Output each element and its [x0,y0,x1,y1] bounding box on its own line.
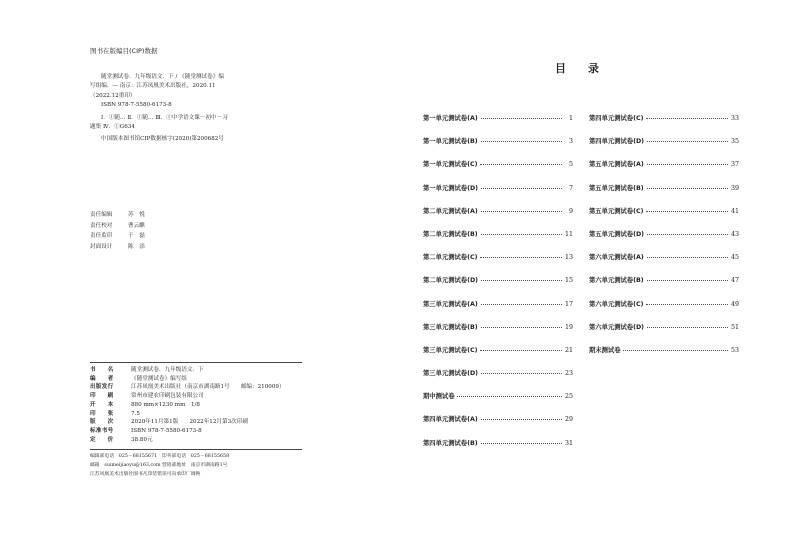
toc-entry [423,252,573,275]
toc-entry-page: 17 [564,300,573,308]
toc-entry-page: 43 [730,230,739,238]
cip-class-line: Ⅰ．①随… Ⅱ．①随… Ⅲ．①中学语文课－初中－习 [101,114,228,121]
toc-leader-dots [647,257,728,258]
toc-entry-label: 期末测试卷 [589,346,621,354]
toc-leader-dots [481,188,562,189]
toc-entry [423,299,573,322]
toc-entry-page: 53 [730,346,739,354]
info-row: 开 本 880 mm×1230 mm 1/8 [90,401,200,408]
toc-entry [423,345,573,368]
toc-entry-label: 第六单元测试卷(A) [589,254,644,262]
cip-class-line: 题集 Ⅳ．①G634 [90,124,135,131]
toc-entry-page: 51 [730,323,739,331]
toc-leader-dots [481,211,562,212]
toc-entry-page: 21 [564,346,573,354]
info-row: 书 名 随堂测试卷．九年级语文．下 [90,367,204,373]
cip-line: 随堂测试卷．九年级语文．下 / 《随堂测试卷》编 [101,74,224,80]
toc-column-2 [589,113,739,368]
toc-entry-label: 第四单元测试卷(C) [589,115,644,122]
info-row: 印 刷 常州市建农印刷包装有限公司 [90,393,204,400]
toc-column-1 [423,113,573,461]
info-row: 出版发行 江苏凤凰美术出版社（南京市湖南路1号 邮编：210009） [90,384,285,391]
toc-entry [589,275,739,298]
toc-entry [589,206,739,229]
toc-leader-dots [481,373,562,374]
toc-entry [589,229,739,252]
toc-leader-dots [647,234,728,235]
print-notice: 江苏凤凰美术出版社图书凡印装错误可向承印厂调换 [90,472,201,477]
divider [90,449,302,450]
toc-entry [423,438,573,461]
toc-entry [589,299,739,322]
toc-entry [589,113,739,136]
divider [90,362,302,363]
toc-leader-dots [480,164,562,165]
contact-info [90,452,229,479]
toc-entry-page: 5 [568,161,573,169]
toc-entry [589,159,739,182]
toc-entry-page: 39 [730,184,739,192]
staff-row: 责任编辑 苏 悦 [90,212,145,218]
toc-entry [423,113,573,136]
publication-info [90,366,285,444]
info-row: 版 次 2020年11月第1版 2022年12月第3次印刷 [90,419,248,426]
toc-leader-dots [647,280,728,281]
toc-leader-dots [481,419,562,420]
print-phone: 印务部电话 025－68155658 [162,454,230,459]
toc-entry-page: 13 [564,254,573,262]
toc-leader-dots [623,350,728,351]
staff-row: 责任监印 于 磊 [90,233,145,240]
toc-entry [423,368,573,391]
toc-entry [589,322,739,345]
toc-entry-page: 35 [730,138,739,146]
toc-entry [423,391,573,414]
toc-entry [589,183,739,206]
toc-entry-page: 23 [564,370,573,378]
toc-entry-page: 11 [564,230,573,238]
toc-entry-page: 25 [564,393,573,401]
info-row: 定 价 38.80元 [90,436,153,443]
toc-leader-dots [481,304,562,305]
toc-entry-label: 第一单元测试卷(A) [423,115,478,122]
toc-leader-dots [646,211,728,212]
toc-leader-dots [480,350,562,351]
toc-entry-label: 第五单元测试卷(D) [589,230,645,238]
toc-entry-label: 第六单元测试卷(C) [589,300,644,308]
toc-entry-page: 3 [568,138,573,146]
staff-row: 封面设计 陈 添 [90,243,145,250]
toc-entry [423,136,573,159]
toc-entry-label: 第三单元测试卷(D) [423,370,479,378]
toc-leader-dots [481,280,562,281]
info-row: 标准书号 ISBN 978-7-5580-6173-8 [90,427,202,434]
toc-entry-page: 31 [564,439,573,447]
toc-leader-dots [481,234,562,235]
toc-entry-label: 第一单元测试卷(C) [423,161,478,169]
toc-entry-label: 第六单元测试卷(D) [589,323,645,331]
toc-leader-dots [481,327,562,328]
toc-entry-page: 37 [730,161,739,169]
staff-list [90,210,145,252]
toc-entry [423,229,573,252]
info-row: 印 张 7.5 [90,410,140,417]
toc-entry-label: 第二单元测试卷(B) [423,230,478,238]
staff-row: 责任校对 曹云麒 [90,222,145,229]
toc-entry-label: 第三单元测试卷(B) [423,323,478,331]
toc-entry-page: 45 [730,254,739,262]
cip-line: 写组编．— 南京：江苏凤凰美术出版社，2020.11 [90,83,216,90]
cip-title: 图书在版编目(CIP)数据 [90,47,158,55]
toc-entry-label: 第四单元测试卷(D) [589,138,645,146]
toc-entry-label: 第二单元测试卷(C) [423,254,478,262]
toc-entry-label: 第六单元测试卷(B) [589,277,644,285]
toc-entry-label: 第一单元测试卷(D) [423,184,479,192]
toc-entry-label: 第五单元测试卷(C) [589,207,644,215]
cip-line: （2022.12重印） [90,92,136,99]
toc-entry-label: 第四单元测试卷(B) [423,439,478,447]
toc-entry-label: 第五单元测试卷(A) [589,161,644,169]
marketing-address: 营销部地址 南京市湖南路1号 [162,463,228,468]
toc-entry [589,345,739,368]
toc-entry-page: 15 [564,277,573,285]
toc-entry [589,136,739,159]
toc-leader-dots [481,141,562,142]
toc-leader-dots [457,396,562,397]
cip-number: 中国版本图书馆CIP数据核字(2020)第200682号 [101,136,224,143]
toc-leader-dots [481,443,562,444]
toc-entry-label: 第二单元测试卷(D) [423,277,479,285]
toc-leader-dots [481,118,562,119]
toc-entry-page: 33 [730,115,739,122]
toc-leader-dots [647,188,728,189]
toc-entry-page: 41 [730,207,739,215]
toc-leader-dots [646,118,728,119]
editorial-phone: 编辑部电话 025－68155671 [90,454,158,459]
toc-leader-dots [647,141,728,142]
toc-entry-page: 1 [568,115,573,122]
cip-record [90,73,300,145]
toc-entry [423,183,573,206]
cip-isbn: ISBN 978-7-5580-6173-8 [101,102,172,109]
toc-entry-label: 第二单元测试卷(A) [423,207,478,215]
toc-entry-page: 47 [730,277,739,285]
toc-entry-label: 第一单元测试卷(B) [423,138,478,146]
toc-title: 目录 [555,62,621,75]
toc-entry-label: 期中测试卷 [423,393,455,401]
info-row: 编 者 《随堂测试卷》编写组 [90,375,187,382]
toc-entry-page: 29 [564,416,573,424]
toc-leader-dots [647,327,728,328]
toc-entry-page: 7 [568,184,573,192]
toc-entry-label: 第四单元测试卷(A) [423,416,478,424]
toc-entry-page: 49 [730,300,739,308]
toc-entry [423,275,573,298]
toc-entry-label: 第三单元测试卷(A) [423,300,478,308]
toc-entry-label: 第五单元测试卷(B) [589,184,644,192]
toc-entry-label: 第三单元测试卷(C) [423,346,478,354]
toc-leader-dots [480,257,562,258]
toc-leader-dots [647,164,728,165]
toc-entry [589,252,739,275]
toc-entry [423,322,573,345]
toc-entry [423,206,573,229]
toc-entry [423,414,573,437]
email: 邮箱 suimeijiaoyu@163.com [90,463,161,468]
toc-entry-page: 19 [564,323,573,331]
toc-entry [423,159,573,182]
toc-leader-dots [646,304,728,305]
toc-entry-page: 9 [568,207,573,215]
